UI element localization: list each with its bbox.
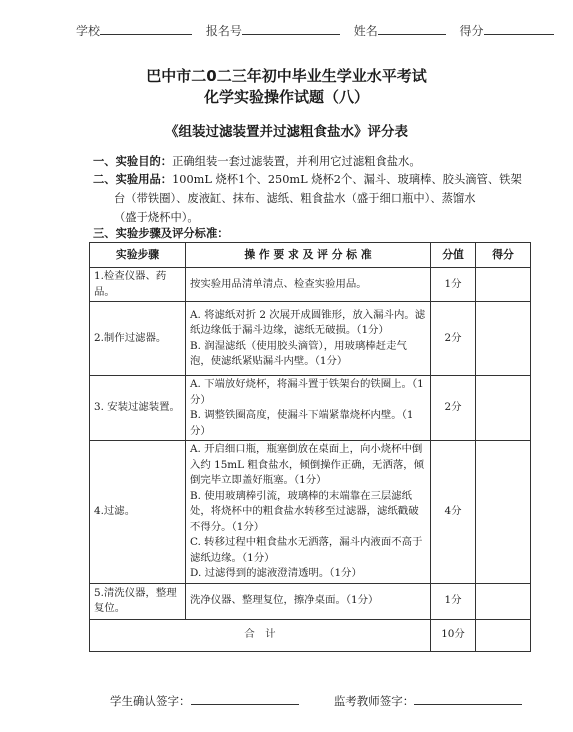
table-row [90, 583, 531, 619]
name-field[interactable] [378, 23, 446, 35]
purpose-text: 正确组装一套过滤装置，并利用它过滤粗食盐水。 [172, 155, 421, 168]
supplies-line-3: （盛于烧杯中）。 [114, 211, 199, 224]
standard-cell [186, 268, 431, 302]
standard-line: A. 下端放好烧杯，将漏斗置于铁架台的铁圈上。（1分） [190, 378, 424, 406]
step-cell: 2.制作过滤器。 [90, 302, 186, 376]
scoring-table [89, 242, 531, 652]
step-cell: 4.过滤。 [90, 441, 186, 584]
school-field[interactable] [100, 23, 192, 35]
standard-line: C. 转移过程中粗食盐水无洒落，漏斗内液面不高于滤纸边缘。（1分） [190, 536, 423, 564]
step-cell: 3. 安装过滤装置。 [90, 376, 186, 441]
standard-cell [186, 583, 431, 619]
score-cell[interactable] [476, 268, 531, 302]
standard-cell [186, 302, 431, 376]
supplies-section [93, 170, 533, 227]
exam-subtitle: 化学实验操作试题（八） [203, 88, 369, 106]
header-standard: 操 作 要 求 及 评 分 标 准 [186, 243, 431, 268]
standard-line: B. 调整铁圈高度，使漏斗下端紧靠烧杯内壁。（1分） [190, 409, 414, 437]
signature-line [110, 692, 522, 709]
step-cell: 1.检查仪器、药品。 [90, 268, 186, 302]
standard-line: 洗净仪器、整理复位，擦净桌面。（1分） [190, 594, 379, 607]
supplies-line-2: 台（带铁圈）、废液缸、抹布、滤纸、粗食盐水（盛于细口瓶中）、蒸馏水 [114, 192, 476, 205]
student-signature-label: 学生确认签字： [110, 694, 191, 708]
standard-line: D. 过滤得到的滤液澄清透明。（1分） [190, 567, 362, 579]
score-sheet-title: 《组装过滤装置并过滤粗食盐水》评分表 [165, 124, 408, 140]
points-cell: 1分 [431, 583, 476, 619]
name-label: 姓名 [353, 24, 378, 38]
score-cell[interactable] [476, 441, 531, 584]
points-cell: 1分 [431, 268, 476, 302]
purpose-section [93, 152, 533, 171]
exam-no-label: 报名号 [205, 24, 242, 38]
score-cell[interactable] [476, 583, 531, 619]
table-row [90, 441, 531, 584]
supplies-line-1: 100mL 烧杯1个、250mL 烧杯2个、漏斗、玻璃棒、胶头滴管、铁架 [172, 173, 522, 186]
standard-line: A. 开启细口瓶，瓶塞倒放在桌面上，向小烧杯中倒入约 15mL 粗食盐水，倾倒操作正确，无洒落，倾倒完毕立即盖好瓶塞。（1分） [190, 443, 425, 486]
header-score: 得分 [476, 243, 531, 268]
teacher-signature-label: 监考教师签字： [333, 694, 415, 708]
total-row [90, 619, 531, 651]
school-label: 学校 [76, 24, 101, 38]
standard-line: A. 将滤纸对折 2 次展开成圆锥形，放入漏斗内。滤纸边缘低于漏斗边缘，滤纸无破损。（1分） [190, 308, 426, 336]
steps-section [93, 224, 533, 243]
student-signature-field[interactable] [191, 692, 299, 705]
steps-label: 三、实验步骤及评分标准： [93, 227, 229, 240]
total-score-cell[interactable] [476, 619, 531, 651]
table-row [90, 268, 531, 302]
table-header-row [90, 243, 531, 268]
score-field[interactable] [484, 23, 554, 35]
supplies-label: 二、实验用品： [93, 173, 173, 186]
exam-title: 巴中市二0二三年初中毕业生学业水平考试 [146, 67, 427, 85]
score-cell[interactable] [476, 376, 531, 441]
exam-no-field[interactable] [242, 23, 340, 35]
table-row [90, 376, 531, 441]
candidate-info-line [76, 22, 546, 39]
standard-line: 按实验用品清单清点、检查实验用品。 [190, 277, 367, 290]
standard-cell [186, 441, 431, 584]
score-cell[interactable] [476, 302, 531, 376]
points-cell: 2分 [431, 376, 476, 441]
total-label: 合 计 [90, 619, 431, 651]
purpose-label: 一、实验目的： [93, 155, 173, 168]
teacher-signature-field[interactable] [414, 692, 522, 705]
score-label: 得分 [459, 24, 484, 38]
table-row [90, 302, 531, 376]
points-cell: 4分 [431, 441, 476, 584]
header-points: 分值 [431, 243, 476, 268]
standard-line: B. 润湿滤纸（使用胶头滴管），用玻璃棒赶走气泡，使滤纸紧贴漏斗内壁。（1分） [190, 339, 407, 367]
step-cell: 5.清洗仪器，整理复位。 [90, 583, 186, 619]
header-step: 实验步骤 [90, 243, 186, 268]
total-points: 10分 [431, 619, 476, 651]
points-cell: 2分 [431, 302, 476, 376]
standard-line: B. 使用玻璃棒引流，玻璃棒的末端靠在三层滤纸处，将烧杯中的粗食盐水转移至过滤器，滤纸戳破不得分。（1分） [190, 489, 419, 533]
standard-cell [186, 376, 431, 441]
